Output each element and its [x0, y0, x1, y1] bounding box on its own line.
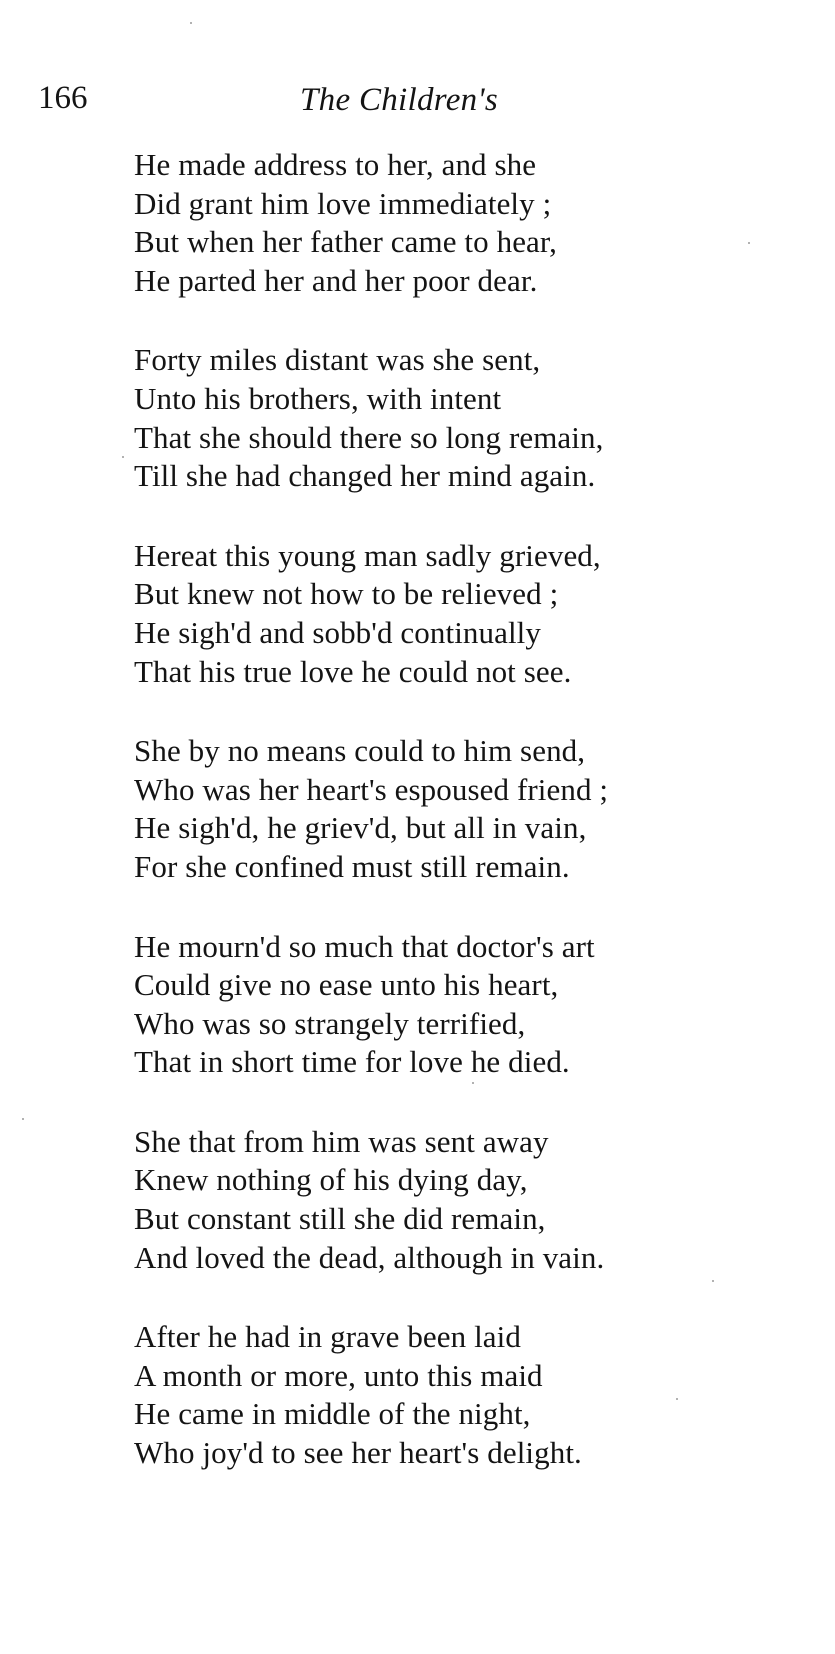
- poem-line: Did grant him love immediately ;: [134, 185, 552, 221]
- poem-line: She by no means could to him send,: [134, 733, 586, 769]
- poem-line: Till she had changed her mind again.: [134, 458, 596, 494]
- stanza: [134, 537, 814, 691]
- poem-line: He sigh'd, he griev'd, but all in vain,: [134, 810, 587, 846]
- poem-line: Could give no ease unto his heart,: [134, 967, 559, 1003]
- poem-line: Who joy'd to see her heart's delight.: [134, 1435, 582, 1471]
- scan-speck: [748, 242, 750, 244]
- scan-speck: [712, 1280, 714, 1282]
- poem-line: He parted her and her poor dear.: [134, 262, 538, 298]
- poem-line: She that from him was sent away: [134, 1123, 549, 1159]
- scan-speck: [22, 1118, 24, 1120]
- poem-line: He came in middle of the night,: [134, 1396, 531, 1432]
- poem-line: But constant still she did remain,: [134, 1201, 546, 1237]
- poem-line: He mourn'd so much that doctor's art: [134, 928, 595, 964]
- poem-line: But when her father came to hear,: [134, 224, 557, 260]
- poem-line: That his true love he could not see.: [134, 653, 572, 689]
- poem-line: That she should there so long remain,: [134, 419, 604, 455]
- stanza: [134, 341, 814, 495]
- stanza: [134, 1123, 814, 1277]
- poem-line: And loved the dead, although in vain.: [134, 1239, 605, 1275]
- scan-speck: [676, 1398, 678, 1400]
- poem-line: That in short time for love he died.: [134, 1044, 570, 1080]
- poem-line: He made address to her, and she: [134, 147, 537, 182]
- poem-line: Knew nothing of his dying day,: [134, 1162, 528, 1198]
- stanza: [134, 732, 814, 886]
- poem-line: Unto his brothers, with intent: [134, 380, 502, 416]
- poem-line: He sigh'd and sobb'd continually: [134, 614, 541, 650]
- poem-line: Who was her heart's espoused friend ;: [134, 771, 609, 807]
- stanza: [134, 1318, 814, 1472]
- poem-line: Who was so strangely terrified,: [134, 1005, 526, 1041]
- scan-speck: [122, 456, 124, 458]
- poem-line: Hereat this young man sadly grieved,: [134, 537, 601, 573]
- scan-speck: [472, 1082, 474, 1084]
- scan-speck: [190, 22, 192, 24]
- poem-line: After he had in grave been laid: [134, 1319, 521, 1355]
- poem-line: But knew not how to be relieved ;: [134, 576, 559, 612]
- poem-line: For she confined must still remain.: [134, 848, 570, 884]
- poem-line: A month or more, unto this maid: [134, 1357, 543, 1393]
- page-number: 166: [38, 80, 88, 116]
- poem-body: [134, 146, 814, 1514]
- poem-line: Forty miles distant was she sent,: [134, 342, 541, 378]
- stanza: [134, 928, 814, 1082]
- stanza: [134, 146, 814, 300]
- running-title: The Children's: [300, 82, 498, 118]
